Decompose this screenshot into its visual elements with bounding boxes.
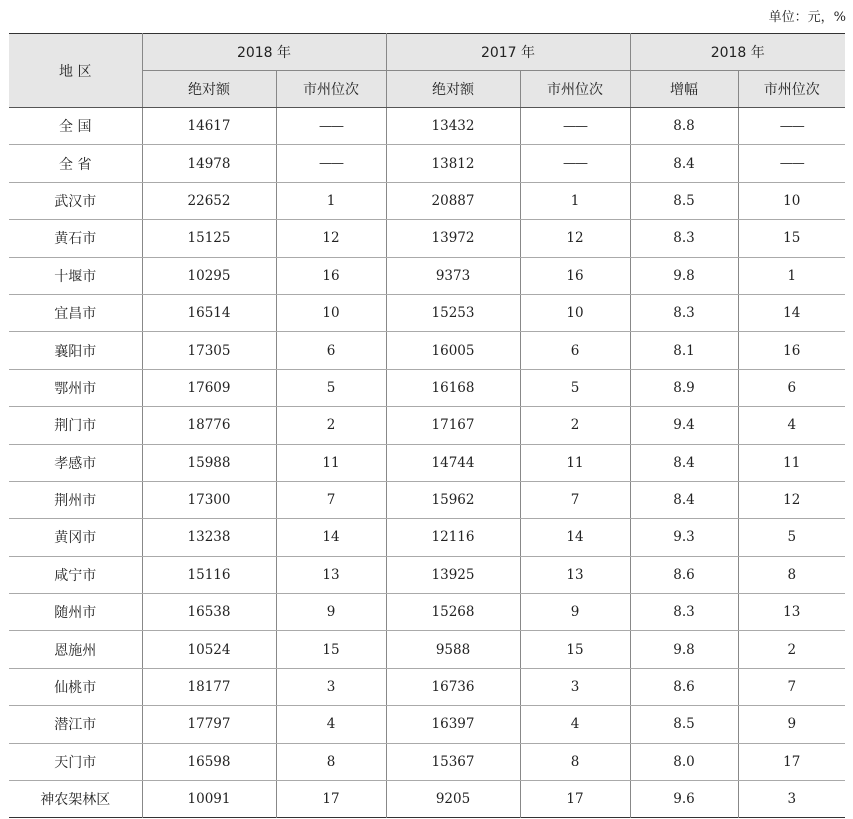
table-cell: 13925 xyxy=(386,556,520,593)
region-name-cell: 孝感市 xyxy=(9,444,142,481)
table-cell: 16538 xyxy=(142,594,276,631)
table-cell: 12 xyxy=(520,220,630,257)
table-cell: 17797 xyxy=(142,706,276,743)
table-cell: 16514 xyxy=(142,294,276,331)
table-cell: 17167 xyxy=(386,407,520,444)
table-cell: 14 xyxy=(276,519,386,556)
table-cell: 14978 xyxy=(142,145,276,182)
table-cell: —— xyxy=(276,145,386,182)
region-name-cell: 武汉市 xyxy=(9,182,142,219)
table-cell: 18177 xyxy=(142,668,276,705)
table-cell: 8.4 xyxy=(630,481,738,518)
table-cell: 8.3 xyxy=(630,294,738,331)
table-cell: —— xyxy=(738,108,845,145)
table-cell: 8.3 xyxy=(630,220,738,257)
table-cell: 10295 xyxy=(142,257,276,294)
table-cell: 6 xyxy=(276,332,386,369)
table-row xyxy=(9,743,845,780)
table-cell: 9.8 xyxy=(630,631,738,668)
table-cell: 9373 xyxy=(386,257,520,294)
table-cell: 2 xyxy=(520,407,630,444)
table-cell: 8 xyxy=(738,556,845,593)
table-cell: 20887 xyxy=(386,182,520,219)
region-name-cell: 随州市 xyxy=(9,594,142,631)
table-cell: 4 xyxy=(738,407,845,444)
table-row xyxy=(9,220,845,257)
region-name-cell: 鄂州市 xyxy=(9,369,142,406)
table-row xyxy=(9,594,845,631)
table-row xyxy=(9,444,845,481)
table-cell: 15 xyxy=(520,631,630,668)
header-subcol: 市州位次 xyxy=(276,71,386,108)
table-cell: 16 xyxy=(276,257,386,294)
table-cell: 4 xyxy=(276,706,386,743)
table-cell: 15125 xyxy=(142,220,276,257)
table-cell: 5 xyxy=(520,369,630,406)
table-cell: 9205 xyxy=(386,781,520,818)
table-cell: 11 xyxy=(276,444,386,481)
table-cell: 8.8 xyxy=(630,108,738,145)
table-row xyxy=(9,407,845,444)
table-cell: 15 xyxy=(738,220,845,257)
table-cell: 1 xyxy=(520,182,630,219)
table-cell: 10 xyxy=(276,294,386,331)
region-name-cell: 十堰市 xyxy=(9,257,142,294)
table-row xyxy=(9,631,845,668)
table-cell: 13972 xyxy=(386,220,520,257)
header-subcol: 市州位次 xyxy=(738,71,845,108)
table-cell: 8.3 xyxy=(630,594,738,631)
region-name-cell: 仙桃市 xyxy=(9,668,142,705)
table-cell: 15988 xyxy=(142,444,276,481)
table-row xyxy=(9,145,845,182)
table-cell: 16168 xyxy=(386,369,520,406)
table-cell: 13 xyxy=(520,556,630,593)
table-cell: 8.5 xyxy=(630,182,738,219)
header-subcol: 绝对额 xyxy=(386,71,520,108)
table-cell: —— xyxy=(520,145,630,182)
table-cell: 17300 xyxy=(142,481,276,518)
table-cell: 8 xyxy=(276,743,386,780)
table-cell: 17305 xyxy=(142,332,276,369)
table-cell: 10091 xyxy=(142,781,276,818)
table-cell: 16 xyxy=(738,332,845,369)
table-cell: 8.4 xyxy=(630,444,738,481)
table-cell: 4 xyxy=(520,706,630,743)
table-cell: 16005 xyxy=(386,332,520,369)
table-cell: 9.4 xyxy=(630,407,738,444)
header-region: 地 区 xyxy=(9,34,142,108)
table-cell: 10524 xyxy=(142,631,276,668)
region-name-cell: 荆州市 xyxy=(9,481,142,518)
region-name-cell: 全 省 xyxy=(9,145,142,182)
table-row xyxy=(9,294,845,331)
table-cell: 8.0 xyxy=(630,743,738,780)
region-name-cell: 咸宁市 xyxy=(9,556,142,593)
table-cell: 9 xyxy=(276,594,386,631)
table-cell: 13812 xyxy=(386,145,520,182)
header-group-2018-growth: 2018 年 xyxy=(630,34,845,71)
table-row xyxy=(9,668,845,705)
table-row xyxy=(9,556,845,593)
table-cell: 5 xyxy=(276,369,386,406)
table-cell: 15367 xyxy=(386,743,520,780)
table-cell: 13 xyxy=(738,594,845,631)
region-name-cell: 荆门市 xyxy=(9,407,142,444)
table-cell: 9588 xyxy=(386,631,520,668)
header-subcol: 增幅 xyxy=(630,71,738,108)
table-cell: 1 xyxy=(276,182,386,219)
table-cell: 13 xyxy=(276,556,386,593)
region-name-cell: 襄阳市 xyxy=(9,332,142,369)
table-cell: 6 xyxy=(738,369,845,406)
table-cell: 9 xyxy=(520,594,630,631)
table-cell: 15268 xyxy=(386,594,520,631)
table-cell: 8.1 xyxy=(630,332,738,369)
table-cell: 15 xyxy=(276,631,386,668)
table-cell: 9.3 xyxy=(630,519,738,556)
table-cell: 10 xyxy=(738,182,845,219)
region-name-cell: 恩施州 xyxy=(9,631,142,668)
unit-note: 单位：元，% xyxy=(768,10,846,25)
table-row xyxy=(9,481,845,518)
table-row xyxy=(9,781,845,818)
table-cell: 9 xyxy=(738,706,845,743)
table-cell: 12 xyxy=(276,220,386,257)
table-cell: 8.6 xyxy=(630,668,738,705)
table-cell: 7 xyxy=(276,481,386,518)
table-cell: 16598 xyxy=(142,743,276,780)
table-cell: 17 xyxy=(276,781,386,818)
region-name-cell: 全 国 xyxy=(9,108,142,145)
table-cell: 11 xyxy=(520,444,630,481)
table-cell: 11 xyxy=(738,444,845,481)
table-cell: 12116 xyxy=(386,519,520,556)
table-cell: 3 xyxy=(520,668,630,705)
table-cell: 7 xyxy=(738,668,845,705)
table-cell: 7 xyxy=(520,481,630,518)
table-cell: —— xyxy=(520,108,630,145)
region-name-cell: 神农架林区 xyxy=(40,792,111,809)
table-cell: 8.6 xyxy=(630,556,738,593)
table-cell: 2 xyxy=(276,407,386,444)
table-cell: 6 xyxy=(520,332,630,369)
table-cell: 13432 xyxy=(386,108,520,145)
table-cell: 14 xyxy=(520,519,630,556)
table-row xyxy=(9,706,845,743)
table-cell: 5 xyxy=(738,519,845,556)
table-cell: 16397 xyxy=(386,706,520,743)
table-cell: 12 xyxy=(738,481,845,518)
table-cell: 9.6 xyxy=(630,781,738,818)
table-row xyxy=(9,257,845,294)
region-name-cell: 黄石市 xyxy=(9,220,142,257)
table-header xyxy=(9,34,845,108)
table-cell: 2 xyxy=(738,631,845,668)
table-row xyxy=(9,108,845,145)
table-row xyxy=(9,182,845,219)
table-cell: 15962 xyxy=(386,481,520,518)
table-body xyxy=(9,108,845,818)
table-cell: 14617 xyxy=(142,108,276,145)
table-cell: 17 xyxy=(520,781,630,818)
header-group-2017: 2017 年 xyxy=(386,34,630,71)
table-cell: 16 xyxy=(520,257,630,294)
table-cell: 9.8 xyxy=(630,257,738,294)
header-subcol: 绝对额 xyxy=(142,71,276,108)
table-row xyxy=(9,519,845,556)
region-name-cell: 天门市 xyxy=(9,743,142,780)
table-cell: 14 xyxy=(738,294,845,331)
header-subcol: 市州位次 xyxy=(520,71,630,108)
table-cell: 22652 xyxy=(142,182,276,219)
region-name-cell: 黄冈市 xyxy=(9,519,142,556)
table-cell: 14744 xyxy=(386,444,520,481)
table-row xyxy=(9,332,845,369)
region-name-cell: 宜昌市 xyxy=(9,294,142,331)
table-cell: 3 xyxy=(276,668,386,705)
table-cell: 13238 xyxy=(142,519,276,556)
table-cell: 17609 xyxy=(142,369,276,406)
table-cell: 8.9 xyxy=(630,369,738,406)
table-cell: —— xyxy=(738,145,845,182)
income-table xyxy=(9,33,845,818)
table-row xyxy=(9,369,845,406)
table-cell: 8 xyxy=(520,743,630,780)
table-cell: 8.5 xyxy=(630,706,738,743)
table-cell: 15116 xyxy=(142,556,276,593)
table-cell: —— xyxy=(276,108,386,145)
table-cell: 1 xyxy=(738,257,845,294)
table-cell: 3 xyxy=(738,781,845,818)
region-name-cell: 潜江市 xyxy=(9,706,142,743)
table-cell: 16736 xyxy=(386,668,520,705)
table-cell: 17 xyxy=(738,743,845,780)
table-cell: 15253 xyxy=(386,294,520,331)
table-cell: 10 xyxy=(520,294,630,331)
table-cell: 8.4 xyxy=(630,145,738,182)
table-cell: 18776 xyxy=(142,407,276,444)
header-group-2018: 2018 年 xyxy=(142,34,386,71)
